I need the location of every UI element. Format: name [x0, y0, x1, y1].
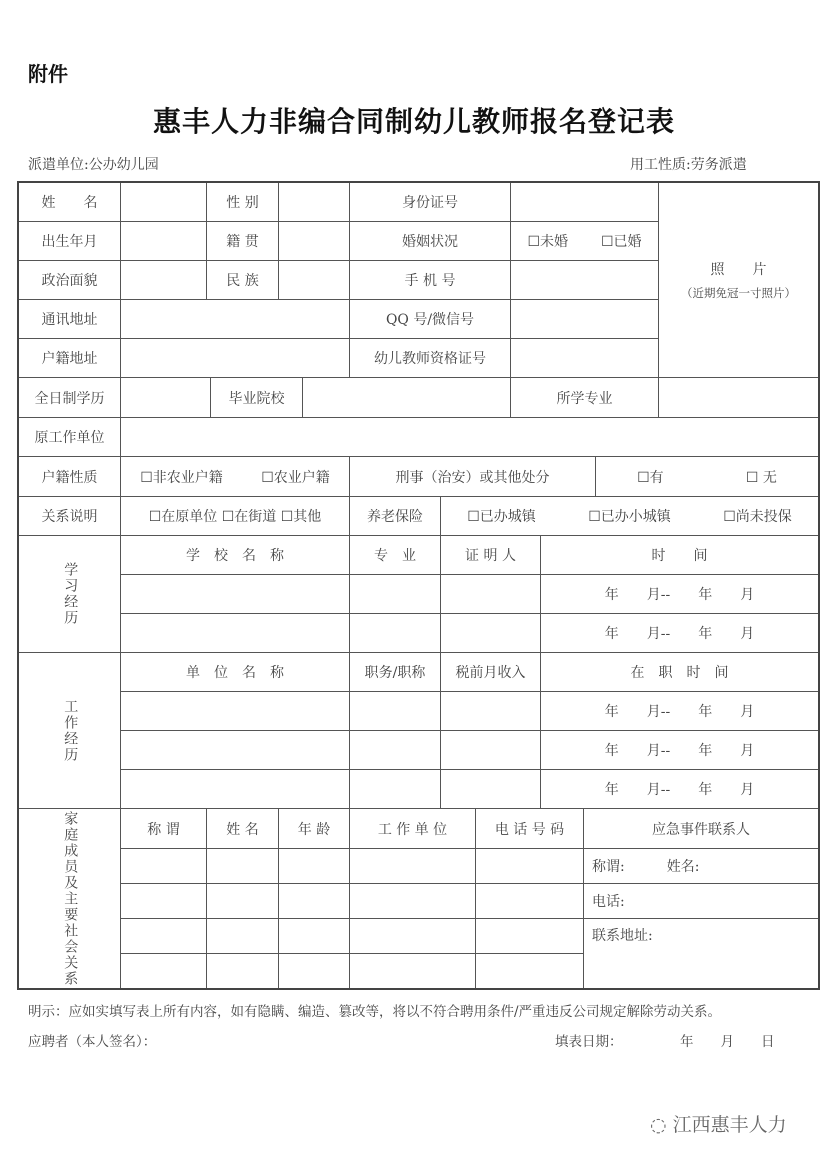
input-cell[interactable]	[120, 730, 350, 770]
watermark-text: 江西惠丰人力	[672, 1114, 787, 1136]
input-cell[interactable]	[120, 918, 207, 954]
input-cell[interactable]	[278, 182, 350, 222]
watermark	[650, 1110, 787, 1137]
household-options	[120, 456, 350, 497]
input-cell[interactable]	[120, 417, 819, 457]
input-cell[interactable]	[349, 574, 441, 614]
input-cell[interactable]	[349, 883, 476, 919]
criminal-options	[595, 456, 819, 497]
label-cell: 手 机 号	[349, 260, 511, 300]
relation-checkboxes[interactable]: ☐在原单位 ☐在街道 ☐其他	[120, 496, 350, 536]
input-cell[interactable]	[349, 953, 476, 989]
input-cell[interactable]	[349, 613, 441, 653]
date-range-cell[interactable]: 年 月-- 年 月	[540, 730, 819, 770]
household-checkbox[interactable]: ☐非农业户籍	[140, 469, 223, 486]
pension-checkbox[interactable]: ☐已办城镇	[467, 509, 536, 525]
emergency-name-cell[interactable]: 称谓: 姓名:	[583, 848, 819, 884]
input-cell[interactable]	[278, 221, 350, 261]
label-cell: 姓 名	[18, 182, 121, 222]
photo-label: 照 片	[710, 262, 767, 278]
input-cell[interactable]	[510, 338, 659, 378]
notice-text: 明示：应如实填写表上所有内容，如有隐瞒、编造、篡改等，将以不符合聘用条件/严重违反公司规定解除劳动关系。	[28, 1004, 722, 1020]
input-cell[interactable]	[475, 918, 584, 954]
input-cell[interactable]	[120, 221, 207, 261]
column-header: 在 职 时 间	[540, 652, 819, 692]
label-cell: 性 别	[206, 182, 279, 222]
label-cell: 幼儿教师资格证号	[349, 338, 511, 378]
criminal-checkbox[interactable]: ☐有	[637, 469, 664, 486]
input-cell[interactable]	[302, 377, 511, 418]
emergency-phone-cell[interactable]: 电话:	[583, 883, 819, 919]
input-cell[interactable]	[349, 691, 441, 731]
column-header: 工 作 单 位	[349, 808, 476, 849]
label-cell: 全日制学历	[18, 377, 121, 418]
label-cell: 籍 贯	[206, 221, 279, 261]
column-header: 学 校 名 称	[120, 535, 350, 575]
date-range-cell[interactable]: 年 月-- 年 月	[540, 691, 819, 731]
column-header: 时 间	[540, 535, 819, 575]
input-cell[interactable]	[658, 377, 819, 418]
label-cell: 所学专业	[510, 377, 659, 418]
input-cell[interactable]	[206, 953, 279, 989]
input-cell[interactable]	[440, 574, 541, 614]
column-header: 证 明 人	[440, 535, 541, 575]
signature-label: 应聘者（本人签名）：	[28, 1034, 157, 1050]
input-cell[interactable]	[120, 260, 207, 300]
input-cell[interactable]	[278, 918, 350, 954]
column-header: 姓 名	[206, 808, 279, 849]
input-cell[interactable]	[440, 769, 541, 809]
input-cell[interactable]	[120, 299, 350, 339]
input-cell[interactable]	[120, 883, 207, 919]
label-cell: 民 族	[206, 260, 279, 300]
column-header: 税前月收入	[440, 652, 541, 692]
photo-box[interactable]	[658, 182, 819, 378]
input-cell[interactable]	[278, 953, 350, 989]
input-cell[interactable]	[349, 918, 476, 954]
marital-checkbox[interactable]: ☐未婚	[527, 234, 569, 250]
fill-date-label: 填表日期：	[555, 1034, 623, 1050]
column-header: 专 业	[349, 535, 441, 575]
date-range-cell[interactable]: 年 月-- 年 月	[540, 769, 819, 809]
label-cell: 出生年月	[18, 221, 121, 261]
input-cell[interactable]	[510, 182, 659, 222]
input-cell[interactable]	[349, 848, 476, 884]
label-cell: 毕业院校	[210, 377, 303, 418]
attachment-label: 附件	[28, 62, 68, 86]
date-range-cell[interactable]: 年 月-- 年 月	[540, 574, 819, 614]
input-cell[interactable]	[120, 848, 207, 884]
input-cell[interactable]	[120, 377, 211, 418]
column-header: 应急事件联系人	[583, 808, 819, 849]
input-cell[interactable]	[278, 848, 350, 884]
section-label: 学习经历	[18, 535, 121, 653]
input-cell[interactable]	[475, 953, 584, 989]
input-cell[interactable]	[278, 260, 350, 300]
fill-date-units: 年 月 日	[680, 1034, 775, 1050]
form-title: 惠丰人力非编合同制幼儿教师报名登记表	[152, 105, 675, 138]
input-cell[interactable]	[475, 848, 584, 884]
input-cell[interactable]	[510, 299, 659, 339]
date-range-cell[interactable]: 年 月-- 年 月	[540, 613, 819, 653]
pension-checkbox[interactable]: ☐已办小城镇	[588, 509, 671, 525]
input-cell[interactable]	[120, 182, 207, 222]
input-cell[interactable]	[206, 883, 279, 919]
input-cell[interactable]	[120, 953, 207, 989]
input-cell[interactable]	[510, 260, 659, 300]
input-cell[interactable]	[120, 574, 350, 614]
input-cell[interactable]	[475, 883, 584, 919]
pension-options	[440, 496, 819, 536]
pension-checkbox[interactable]: ☐尚未投保	[723, 509, 792, 525]
criminal-checkbox[interactable]: ☐ 无	[745, 469, 777, 486]
input-cell[interactable]	[440, 613, 541, 653]
column-header: 职务/职称	[349, 652, 441, 692]
label-cell: 通讯地址	[18, 299, 121, 339]
marital-options	[510, 221, 659, 261]
column-header: 年 龄	[278, 808, 350, 849]
column-header: 单 位 名 称	[120, 652, 350, 692]
label-cell: 关系说明	[18, 496, 121, 536]
employment-type: 用工性质:劳务派遣	[630, 157, 747, 173]
label-cell: 政治面貌	[18, 260, 121, 300]
label-cell: 原工作单位	[18, 417, 121, 457]
input-cell[interactable]	[120, 691, 350, 731]
input-cell[interactable]	[206, 848, 279, 884]
input-cell[interactable]	[120, 338, 350, 378]
emergency-address-cell[interactable]: 联系地址:	[583, 918, 819, 989]
column-header: 电 话 号 码	[475, 808, 584, 849]
input-cell[interactable]	[349, 769, 441, 809]
dispatch-unit: 派遣单位:公办幼儿园	[28, 157, 159, 173]
input-cell[interactable]	[120, 769, 350, 809]
label-cell: 婚姻状况	[349, 221, 511, 261]
photo-note: （近期免冠一寸照片）	[681, 286, 796, 300]
section-label: 家庭成员及主要社会关系	[18, 808, 121, 989]
input-cell[interactable]	[440, 730, 541, 770]
label-cell: 刑事（治安）或其他处分	[349, 456, 596, 497]
input-cell[interactable]	[278, 883, 350, 919]
label-cell: 身份证号	[349, 182, 511, 222]
input-cell[interactable]	[349, 730, 441, 770]
wechat-icon: ◌	[650, 1114, 673, 1136]
marital-checkbox[interactable]: ☐已婚	[600, 234, 642, 250]
label-cell: 养老保险	[349, 496, 441, 536]
input-cell[interactable]	[206, 918, 279, 954]
label-cell: 户籍地址	[18, 338, 121, 378]
column-header: 称 谓	[120, 808, 207, 849]
label-cell: QQ 号/微信号	[349, 299, 511, 339]
label-cell: 户籍性质	[18, 456, 121, 497]
input-cell[interactable]	[440, 691, 541, 731]
household-checkbox[interactable]: ☐农业户籍	[261, 469, 330, 486]
input-cell[interactable]	[120, 613, 350, 653]
section-label: 工作经历	[18, 652, 121, 809]
